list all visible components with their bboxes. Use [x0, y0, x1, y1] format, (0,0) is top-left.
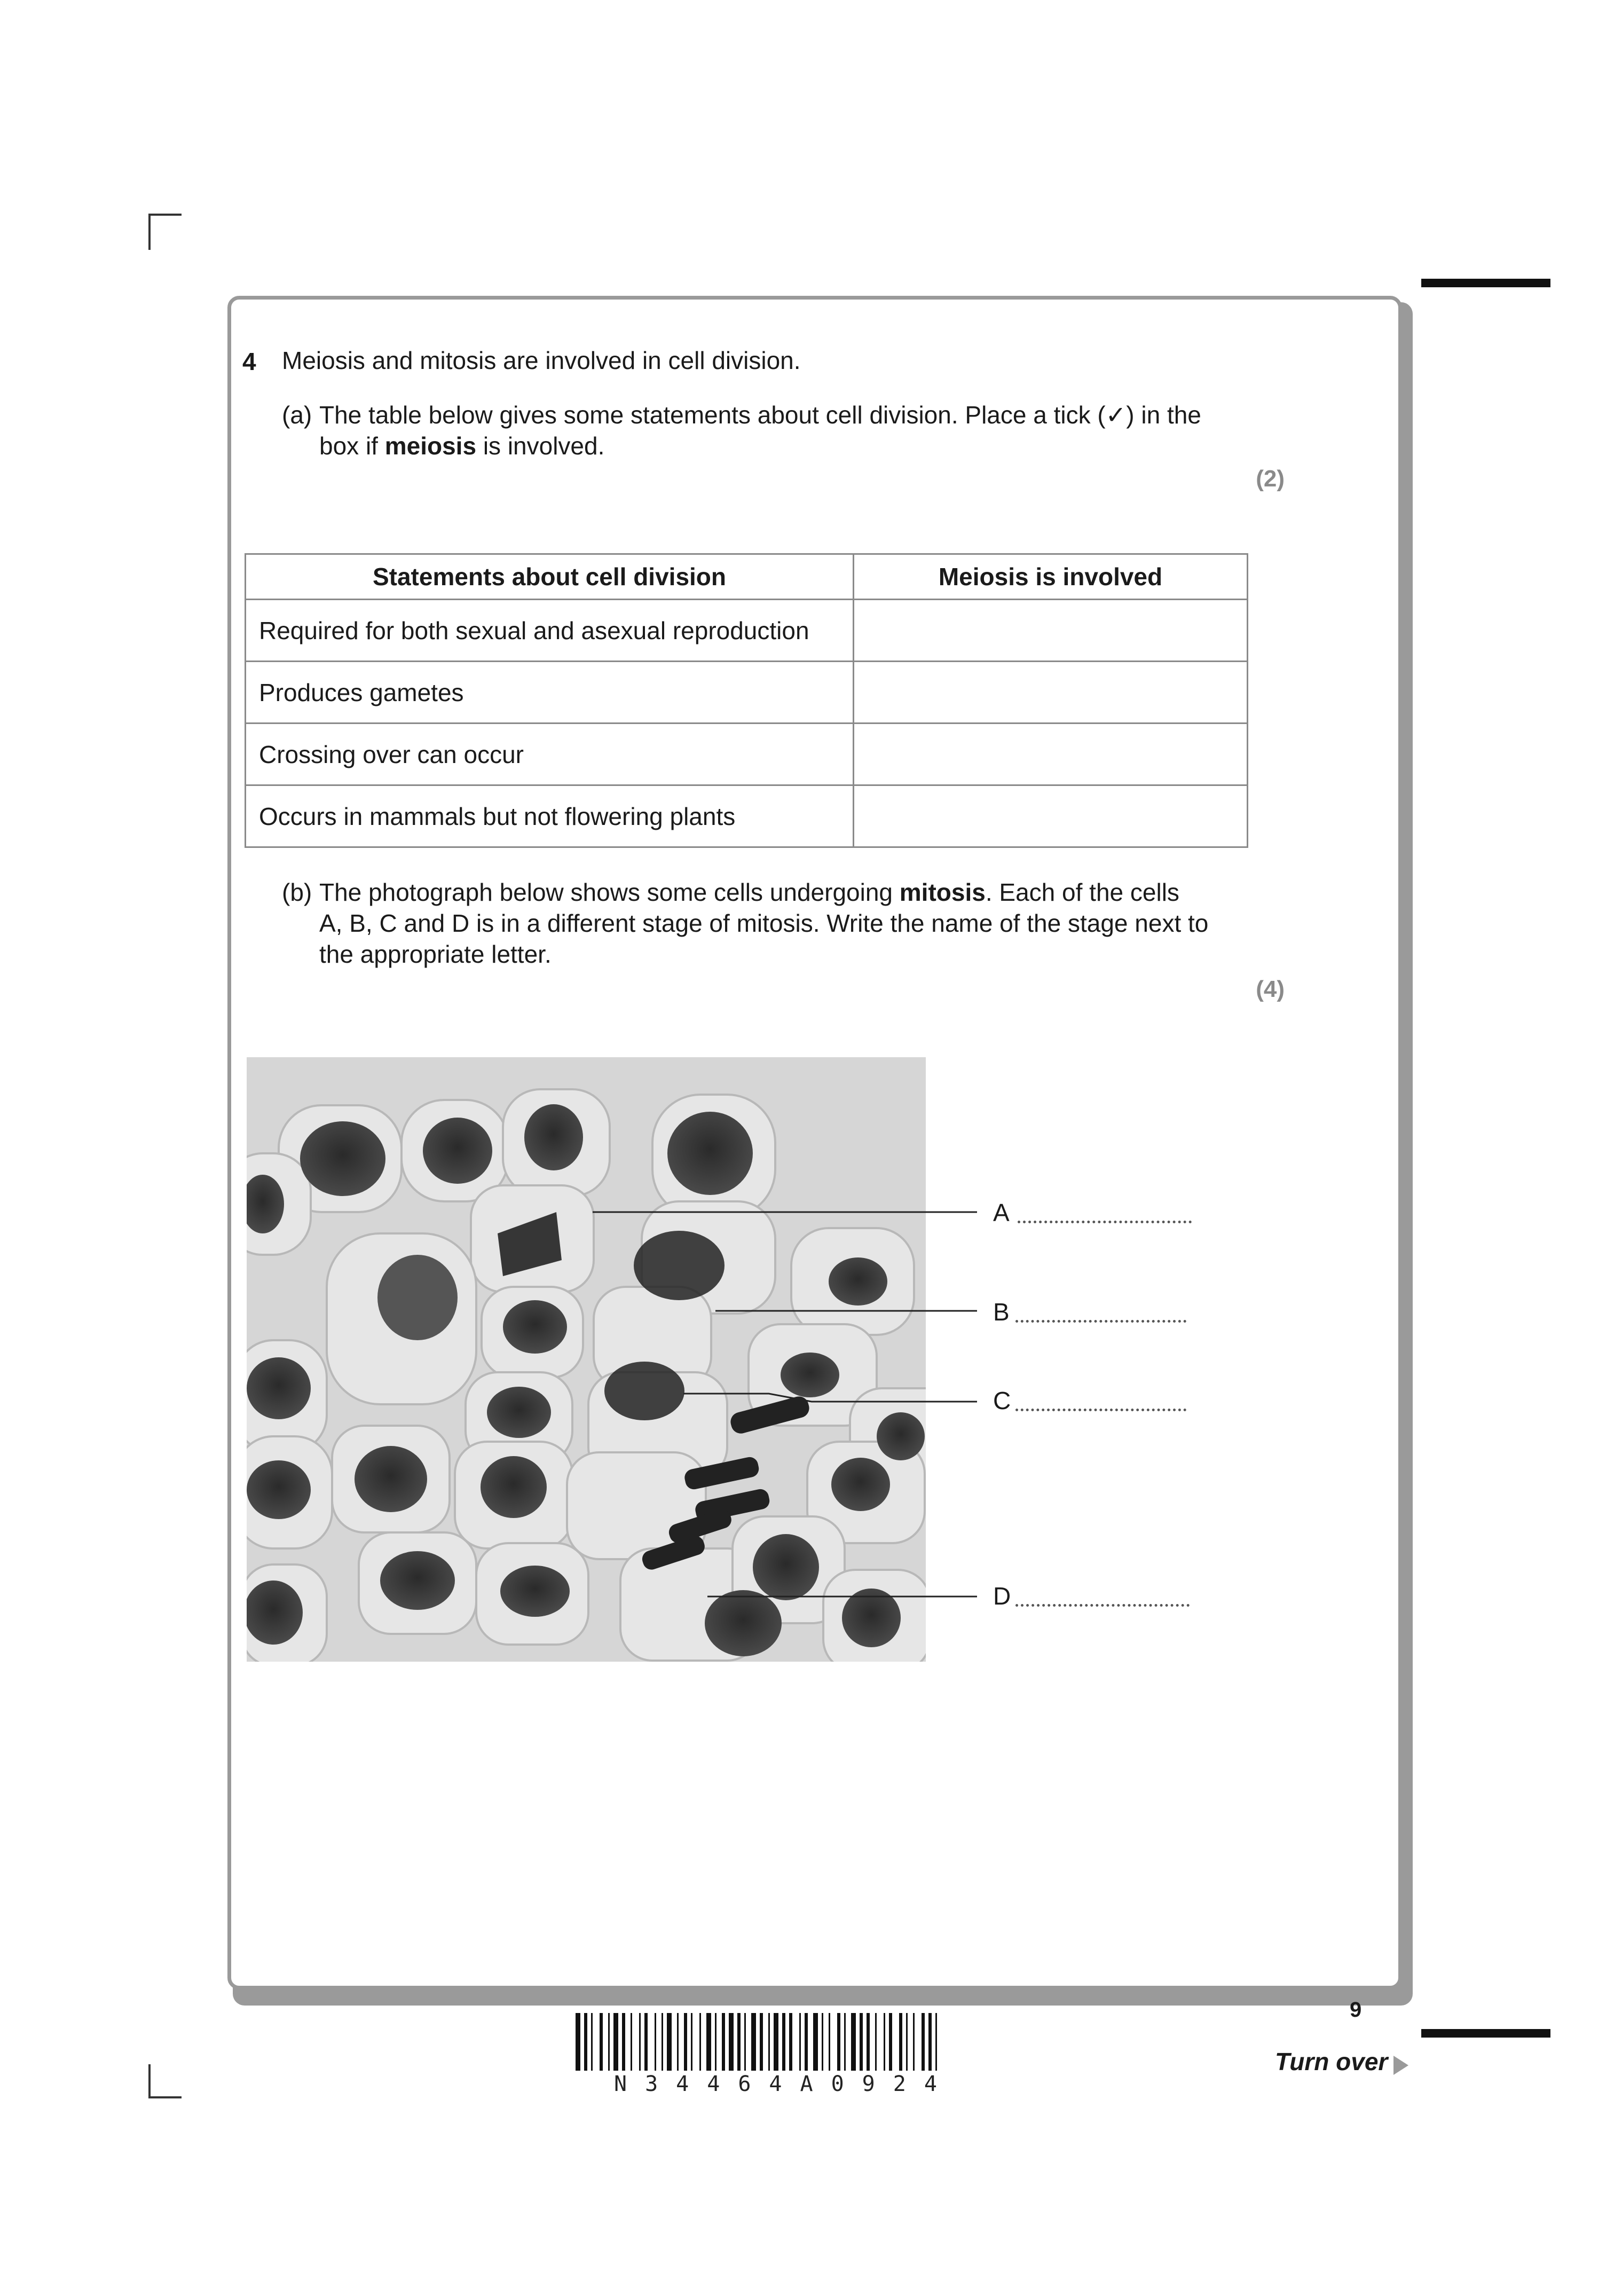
crop-mark-top-left-horizontal [148, 214, 182, 216]
statements-table [245, 553, 1248, 848]
statement-cell: Crossing over can occur [246, 724, 854, 785]
barcode-bar [737, 2013, 741, 2071]
table-row [246, 785, 1248, 847]
table-row [246, 600, 1248, 662]
barcode-bar [744, 2013, 746, 2071]
barcode-bar [715, 2013, 716, 2071]
barcode-bar [667, 2013, 672, 2071]
barcode-bar [622, 2013, 625, 2071]
part-b-marks: (4) [1256, 976, 1285, 1002]
tick-box[interactable] [854, 662, 1248, 724]
label-b: B [993, 1298, 1010, 1326]
table-header-row [246, 554, 1248, 600]
part-b-label: (b) [282, 878, 312, 906]
part-a-bold-word: meiosis [384, 432, 477, 460]
barcode-bar [837, 2013, 840, 2071]
barcode-bar [906, 2013, 908, 2071]
tick-box[interactable] [854, 785, 1248, 847]
barcode-bar [691, 2013, 692, 2071]
barcode-bar [591, 2013, 593, 2071]
label-c: C [993, 1387, 1011, 1414]
answer-line-d[interactable] [1015, 1604, 1190, 1607]
barcode-bar [789, 2013, 792, 2071]
table-row [246, 724, 1248, 785]
barcode-bar [729, 2013, 734, 2071]
barcode-bar [644, 2013, 648, 2071]
statement-cell: Required for both sexual and asexual reproduction [246, 600, 854, 662]
barcode-bar [829, 2013, 830, 2071]
part-b-line3: the appropriate letter. [319, 940, 552, 968]
barcode-bar [822, 2013, 823, 2071]
answer-line-b[interactable] [1015, 1320, 1186, 1323]
barcode-bar [782, 2013, 785, 2071]
question-number: 4 [242, 348, 256, 375]
tick-box[interactable] [854, 724, 1248, 785]
barcode-bar [774, 2013, 778, 2071]
barcode [576, 2013, 1059, 2071]
barcode-number: N34464A0924 [614, 2072, 955, 2096]
barcode-bar [751, 2013, 756, 2071]
statement-cell: Produces gametes [246, 662, 854, 724]
header-meiosis: Meiosis is involved [854, 554, 1248, 600]
barcode-bar [584, 2013, 587, 2071]
barcode-bar [899, 2013, 902, 2071]
part-b-bold-word: mitosis [899, 878, 986, 906]
barcode-bar [722, 2013, 725, 2071]
page-number: 9 [1350, 1998, 1362, 2022]
turn-over-label: Turn over [1275, 2048, 1388, 2075]
barcode-bar [655, 2013, 656, 2071]
barcode-bar [935, 2013, 937, 2071]
margin-bar-top [1421, 279, 1550, 287]
margin-bar-bottom [1421, 2029, 1550, 2038]
barcode-bar [613, 2013, 618, 2071]
answer-line-a[interactable] [1018, 1221, 1192, 1223]
barcode-bar [844, 2013, 846, 2071]
barcode-bar [884, 2013, 885, 2071]
barcode-bar [799, 2013, 801, 2071]
barcode-bar [889, 2013, 892, 2071]
crop-mark-bottom-left-horizontal [148, 2096, 182, 2098]
part-a-label: (a) [282, 401, 312, 429]
part-b-line1: The photograph below shows some cells undergoing mitosis. Each of the cells [319, 878, 1179, 906]
barcode-bar [684, 2013, 687, 2071]
barcode-bar [600, 2013, 603, 2071]
barcode-bar [768, 2013, 770, 2071]
barcode-bar [677, 2013, 679, 2071]
barcode-bar [576, 2013, 580, 2071]
barcode-bar [860, 2013, 863, 2071]
tick-box[interactable] [854, 600, 1248, 662]
table-row [246, 662, 1248, 724]
barcode-bar [867, 2013, 870, 2071]
label-d: D [993, 1582, 1011, 1610]
barcode-bar [706, 2013, 711, 2071]
answer-line-c[interactable] [1015, 1409, 1186, 1411]
part-b-line2: A, B, C and D is in a different stage of mitosis. Write the name of the stage next to [319, 909, 1209, 937]
barcode-bar [813, 2013, 818, 2071]
part-a-marks: (2) [1256, 466, 1285, 492]
crop-mark-top-left-vertical [148, 214, 151, 250]
part-a-line2: box if meiosis is involved. [319, 432, 605, 460]
barcode-bar [699, 2013, 701, 2071]
label-a: A [993, 1199, 1010, 1226]
barcode-bar [760, 2013, 763, 2071]
part-a-line1: The table below gives some statements about cell division. Place a tick (✓) in the [319, 401, 1201, 429]
header-statements: Statements about cell division [246, 554, 854, 600]
barcode-bar [639, 2013, 641, 2071]
question-intro: Meiosis and mitosis are involved in cell division. [282, 347, 801, 374]
barcode-bar [928, 2013, 932, 2071]
barcode-bar [922, 2013, 925, 2071]
leader-lines [587, 1196, 988, 1623]
barcode-bar [662, 2013, 663, 2071]
statement-cell: Occurs in mammals but not flowering plants [246, 785, 854, 847]
turn-over-arrow-icon [1393, 2056, 1408, 2075]
crop-mark-bottom-left-vertical [148, 2064, 151, 2098]
barcode-bar [631, 2013, 632, 2071]
barcode-bar [805, 2013, 808, 2071]
barcode-bar [875, 2013, 877, 2071]
barcode-bar [913, 2013, 915, 2071]
barcode-bar [851, 2013, 856, 2071]
barcode-bar [608, 2013, 610, 2071]
